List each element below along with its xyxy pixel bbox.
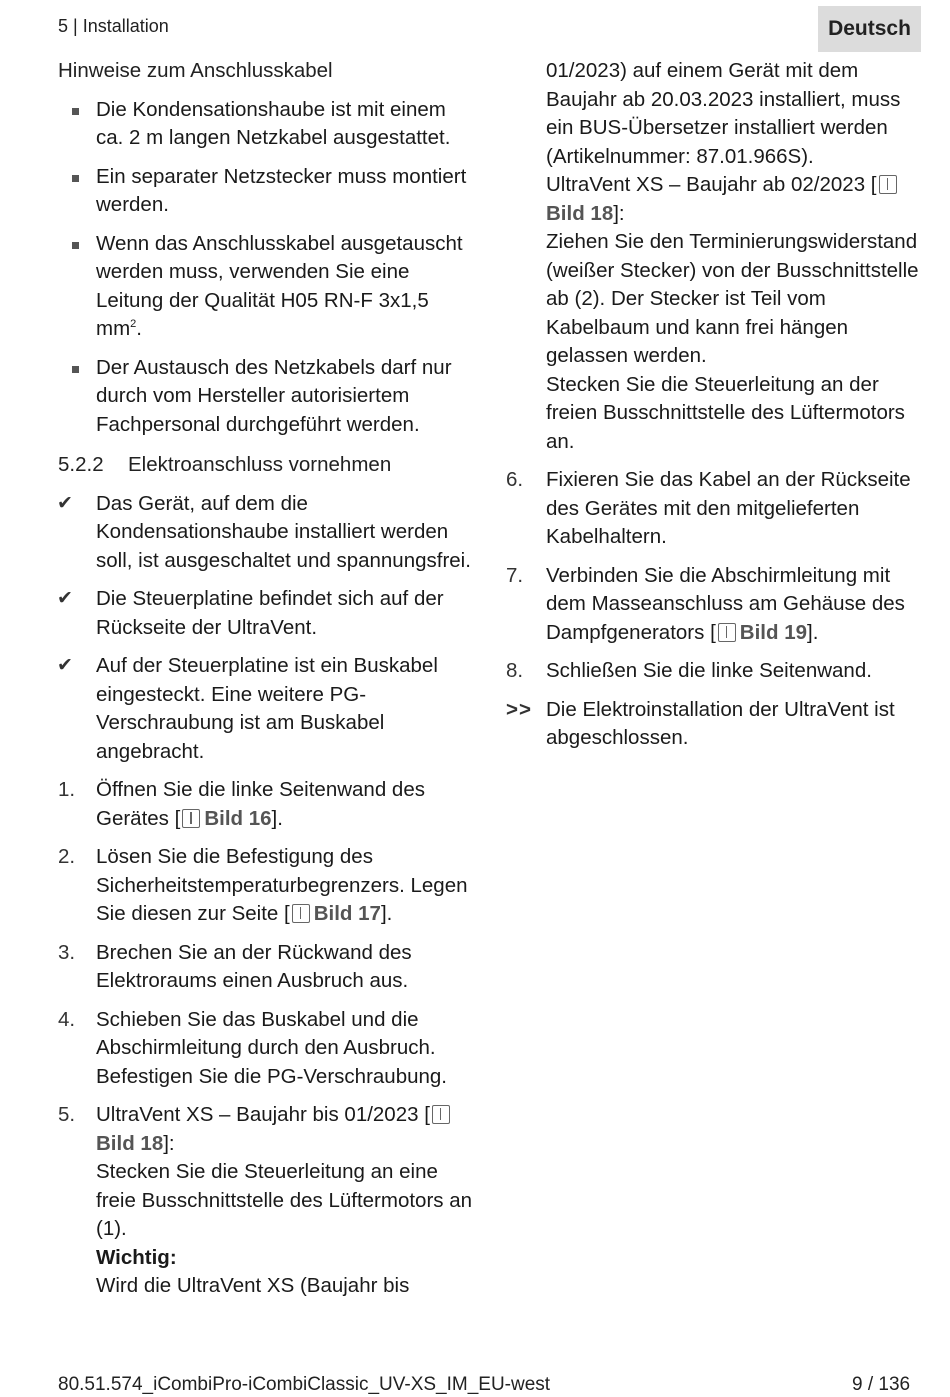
cable-notes-list — [58, 96, 478, 440]
prerequisite-item: ✔ Die Steuerplatine befindet sich auf der Rückseite der UltraVent. — [57, 587, 444, 639]
step-item: 1. Öffnen Sie die linke Seitenwand des Gerätes [ Bild 16]. — [58, 778, 425, 830]
step-item: 8. Schließen Sie die linke Seitenwand. — [506, 657, 926, 686]
list-item: Die Kondensationshaube ist mit einem ca. 2 m langen Netzkabel ausgestattet. — [58, 96, 478, 153]
step-item: 4. Schieben Sie das Buskabel und die Abschirmleitung durch den Ausbruch. Befestigen Sie die PG-Verschraubung. — [58, 1007, 447, 1088]
figure-link[interactable]: Bild 19 — [739, 620, 807, 644]
section-title: Elektroanschluss vornehmen — [128, 453, 392, 476]
figure-link[interactable]: Bild 17 — [313, 902, 381, 925]
step-number: 1. — [58, 778, 76, 801]
result-item: >> Die Elektroinstallation der UltraVent ist abgeschlossen. — [506, 697, 895, 749]
section-heading — [58, 451, 478, 480]
step-number: 2. — [58, 845, 76, 868]
checkmark-icon: ✔ — [57, 655, 73, 676]
bullet-icon — [72, 242, 79, 249]
step-item: 7. Verbinden Sie die Abschirmleitung mit dem Masseanschluss am Gehäuse des Dampfgenerators [ Bild 19]. — [506, 563, 905, 644]
prerequisites-list — [58, 490, 478, 767]
list-item: Der Austausch des Netzkabels darf nur durch vom Hersteller autorisiertem Fachpersonal durchgeführt werden. — [58, 354, 478, 440]
step-item: 6. Fixieren Sie das Kabel an der Rückseite des Gerätes mit den mitgelieferten Kabelhaltern. — [506, 468, 911, 548]
figure-icon — [182, 809, 200, 828]
language-tab: Deutsch — [818, 6, 921, 52]
figure-icon — [879, 175, 897, 194]
bullet-icon — [72, 366, 79, 373]
step-item: 5. UltraVent XS – Baujahr bis 01/2023 [Bild 18]: Stecken Sie die Steuerleitung an eine freie Busschnittstelle des Lüftermotors an (1). Wichtig: Wird die UltraVent XS (Baujahr bis — [58, 1103, 473, 1297]
checkmark-icon: ✔ — [57, 492, 73, 514]
result-marker: >> — [506, 697, 532, 721]
bullet-icon — [72, 175, 79, 182]
step-number: 4. — [58, 1007, 76, 1031]
step-number: 5. — [58, 1103, 76, 1126]
important-text-continued: 01/2023) auf einem Gerät mit dem Baujahr ab 20.03.2023 installiert, muss ein BUS-Übersetzer installiert werden (Artikelnummer: 87.01.966S). — [546, 59, 901, 168]
figure-icon — [718, 623, 736, 642]
prerequisite-item: ✔ Das Gerät, auf dem die Kondensationshaube installiert werden soll, ist ausgeschaltet und spannungsfrei. — [57, 491, 471, 572]
header-section-label: 5 | Installation — [58, 16, 169, 36]
footer-page-number: 9 / 136 — [852, 1374, 911, 1395]
step-number: 7. — [506, 563, 524, 587]
step-item: 2. Lösen Sie die Befestigung des Sicherheitstemperaturbegrenzers. Legen Sie diesen zur Seite [ Bild 17]. — [58, 845, 468, 925]
step-item: 3. Brechen Sie an der Rückwand des Elektroraums einen Ausbruch aus. — [58, 940, 412, 992]
step-number: 3. — [58, 940, 76, 964]
right-column — [506, 57, 926, 753]
prerequisite-item: ✔ Auf der Steuerplatine ist ein Buskabel eingesteckt. Eine weitere PG-Verschraubung ist am Buskabel angebracht. — [57, 654, 438, 763]
steps-list-continued — [506, 466, 926, 686]
list-item: Wenn das Anschlusskabel ausgetauscht werden muss, verwenden Sie eine Leitung der Qualität H05 RN-F 3x1,5 $mm^2$. — [58, 230, 478, 344]
step-5-continuation: 01/2023) auf einem Gerät mit dem Baujahr ab 20.03.2023 installiert, muss ein BUS-Übersetzer installiert werden (Artikelnummer: 87.01.966S). UltraVent XS – Baujahr ab 02/2023 [Bild 18]: Ziehen Sie den Terminierungswiderstand (weißer Stecker) von der Busschnittstelle ab (2). Der Stecker ist Teil vom Kabelbaum und kann frei hängen gelassen werden. Stecken Sie die Steuerleitung an der freien Busschnittstelle des Lüftermotors an. — [546, 59, 919, 453]
list-item: Ein separater Netzstecker muss montiert werden. — [58, 163, 478, 220]
result-list — [506, 696, 926, 753]
figure-link[interactable]: Bild 18 — [546, 201, 614, 225]
step-number: 6. — [506, 468, 524, 491]
checkmark-icon: ✔ — [57, 588, 73, 609]
figure-icon — [432, 1105, 450, 1124]
figure-link[interactable]: Bild 16 — [204, 806, 272, 830]
footer-document-id: 80.51.574_iCombiPro-iCombiClassic_UV-XS_IM_EU-west — [58, 1374, 551, 1395]
section-number: 5.2.2 — [58, 453, 104, 476]
step-number: 8. — [506, 659, 524, 682]
important-label: Wichtig: — [96, 1245, 177, 1269]
left-column — [58, 57, 478, 1301]
bullet-icon — [72, 108, 79, 115]
steps-list — [58, 776, 478, 1301]
figure-icon — [292, 904, 310, 923]
cable-notes-title: Hinweise zum Anschlusskabel — [58, 59, 333, 82]
figure-link[interactable]: Bild 18 — [96, 1131, 164, 1155]
